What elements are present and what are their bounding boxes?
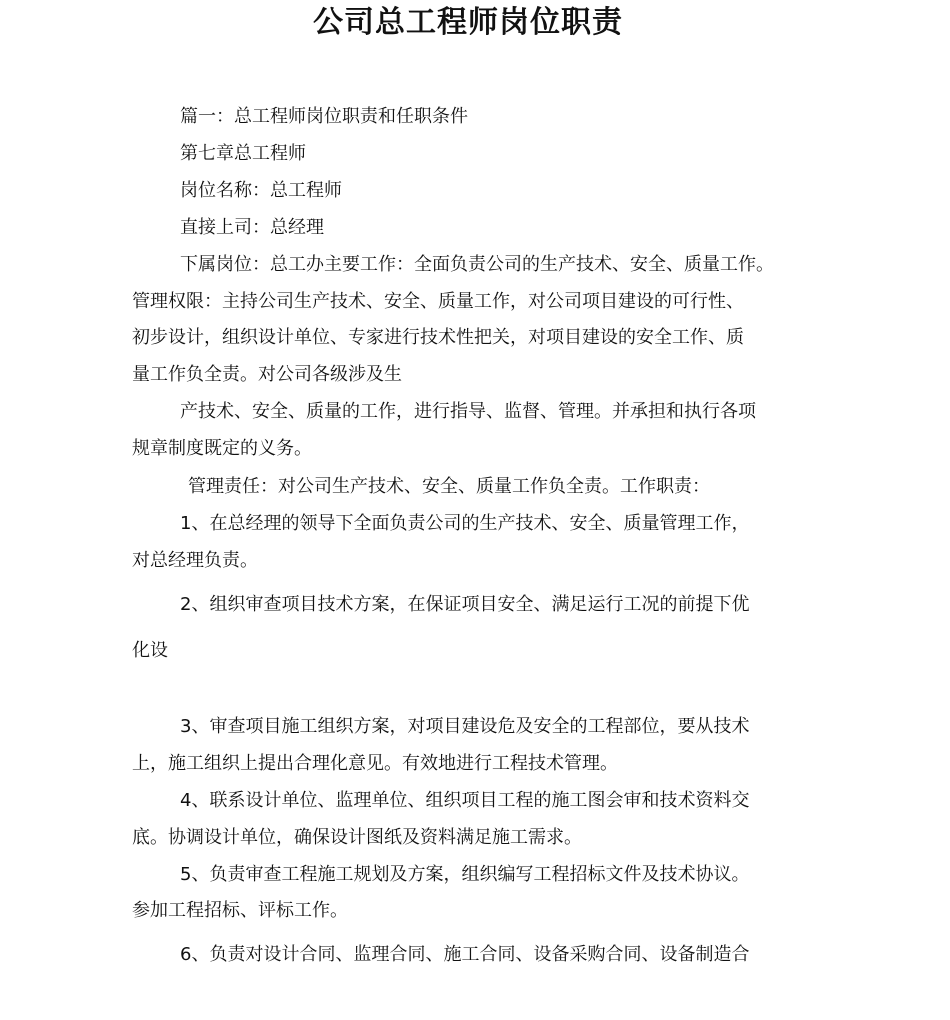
text-line: 上，施工组织上提出合理化意见。有效地进行工程技术管理。 [132,753,618,774]
text-line: 化设 [132,640,168,661]
text-line: 规章制度既定的义务。 [132,438,312,459]
text-line: 第七章总工程师 [180,143,306,164]
text-line: 篇一：总工程师岗位职责和任职条件 [180,106,468,127]
text-line: 5、负责审查工程施工规划及方案，组织编写工程招标文件及技术协议。 [180,864,750,885]
text-line: 6、负责对设计合同、监理合同、施工合同、设备采购合同、设备制造合 [180,944,750,965]
text-line: 产技术、安全、质量的工作，进行指导、监督、管理。并承担和执行各项 [180,401,756,422]
text-line: 2、组织审查项目技术方案，在保证项目安全、满足运行工况的前提下优 [180,594,750,615]
text-line: 直接上司：总经理 [180,217,324,238]
text-line: 1、在总经理的领导下全面负责公司的生产技术、安全、质量管理工作， [180,513,750,534]
text-line: 岗位名称：总工程师 [180,180,342,201]
text-line: 4、联系设计单位、监理单位、组织项目工程的施工图会审和技术资料交 [180,790,750,811]
text-line: 管理权限：主持公司生产技术、安全、质量工作，对公司项目建设的可行性、 [132,291,744,312]
text-line: 初步设计，组织设计单位、专家进行技术性把关，对项目建设的安全工作、质 [132,327,744,348]
text-line: 对总经理负责。 [132,550,258,571]
text-line: 管理责任：对公司生产技术、安全、质量工作负全责。工作职责： [188,476,710,497]
text-line: 3、审查项目施工组织方案，对项目建设危及安全的工程部位，要从技术 [180,716,750,737]
text-line: 参加工程招标、评标工作。 [132,900,348,921]
document-title: 公司总工程师岗位职责 [313,5,623,40]
text-line: 量工作负全责。对公司各级涉及生 [132,364,402,385]
text-line: 底。协调设计单位，确保设计图纸及资料满足施工需求。 [132,827,582,848]
text-line: 下属岗位：总工办主要工作：全面负责公司的生产技术、安全、质量工作。 [180,254,774,275]
